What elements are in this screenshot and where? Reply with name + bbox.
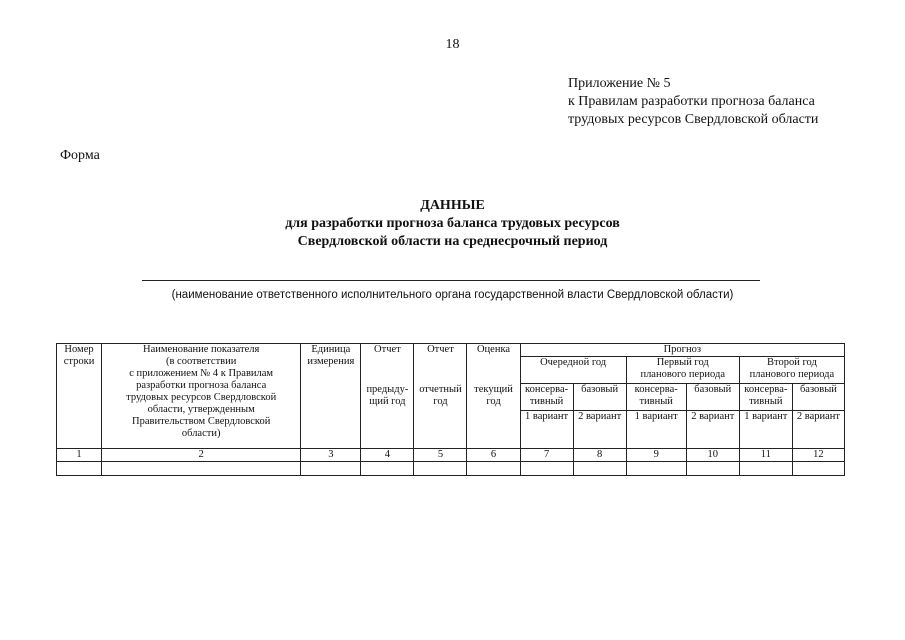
header-unit: Единица измерения: [301, 344, 361, 449]
empty-cell: [414, 462, 467, 476]
org-name-fill-line: [142, 280, 760, 281]
col-number-3: 3: [301, 449, 361, 462]
header-next-var1: 1 вариант: [520, 411, 573, 449]
header-report-1: Отчет: [361, 344, 414, 384]
header-next-base: базовый: [573, 384, 626, 411]
col-number-4: 4: [361, 449, 414, 462]
org-name-caption: (наименование ответственного исполнительного органа государственной власти Свердловской области): [171, 289, 734, 301]
header-report-2: Отчет: [414, 344, 467, 384]
forecast-data-table: [56, 343, 845, 476]
title-line-1: ДАННЫЕ: [420, 198, 485, 213]
empty-cell: [301, 462, 361, 476]
page-number: 18: [445, 37, 460, 52]
empty-cell: [686, 462, 739, 476]
header-period-first-plan-year: Первый год планового периода: [626, 357, 739, 384]
header-estimate: Оценка: [467, 344, 520, 384]
title-line-3: Свердловской области на среднесрочный период: [297, 234, 608, 249]
appendix-reference: [568, 75, 818, 129]
header-first-base: базовый: [686, 384, 739, 411]
empty-data-row: [57, 462, 845, 476]
header-first-var1: 1 вариант: [626, 411, 686, 449]
header-first-var2: 2 вариант: [686, 411, 739, 449]
col-number-6: 6: [467, 449, 520, 462]
col-number-7: 7: [520, 449, 573, 462]
document-title: [0, 197, 905, 251]
empty-cell: [739, 462, 792, 476]
col-number-8: 8: [573, 449, 626, 462]
header-second-var1: 1 вариант: [739, 411, 792, 449]
title-line-2: для разработки прогноза баланса трудовых ресурсов: [285, 216, 620, 231]
header-row-number: Номер строки: [57, 344, 102, 449]
empty-cell: [102, 462, 301, 476]
header-period-next-year: Очередной год: [520, 357, 626, 384]
empty-cell: [573, 462, 626, 476]
col-number-12: 12: [792, 449, 844, 462]
appendix-line-2: к Правилам разработки прогноза баланса: [568, 94, 815, 109]
col-number-10: 10: [686, 449, 739, 462]
form-label: Форма: [60, 148, 100, 163]
col-number-11: 11: [739, 449, 792, 462]
col-number-9: 9: [626, 449, 686, 462]
header-current-year: текущий год: [467, 384, 520, 449]
empty-cell: [626, 462, 686, 476]
header-second-base: базовый: [792, 384, 844, 411]
col-number-2: 2: [102, 449, 301, 462]
empty-cell: [792, 462, 844, 476]
header-report-year: отчетный год: [414, 384, 467, 449]
col-number-1: 1: [57, 449, 102, 462]
empty-cell: [520, 462, 573, 476]
col-number-5: 5: [414, 449, 467, 462]
header-first-conservative: консерва- тивный: [626, 384, 686, 411]
header-forecast: Прогноз: [520, 344, 844, 357]
empty-cell: [467, 462, 520, 476]
appendix-line-1: Приложение № 5: [568, 76, 671, 91]
header-previous-year: предыду- щий год: [361, 384, 414, 449]
header-period-second-plan-year: Второй год планового периода: [739, 357, 844, 384]
empty-cell: [361, 462, 414, 476]
empty-cell: [57, 462, 102, 476]
appendix-line-3: трудовых ресурсов Свердловской области: [568, 112, 819, 127]
header-indicator-name: Наименование показателя (в соответствии с приложением № 4 к Правилам разработки прогноза баланса трудовых ресурсов Свердловской области, утвержденным Правительством Свердловской области): [102, 344, 301, 449]
header-next-conservative: консерва- тивный: [520, 384, 573, 411]
header-second-var2: 2 вариант: [792, 411, 844, 449]
header-second-conservative: консерва- тивный: [739, 384, 792, 411]
header-next-var2: 2 вариант: [573, 411, 626, 449]
